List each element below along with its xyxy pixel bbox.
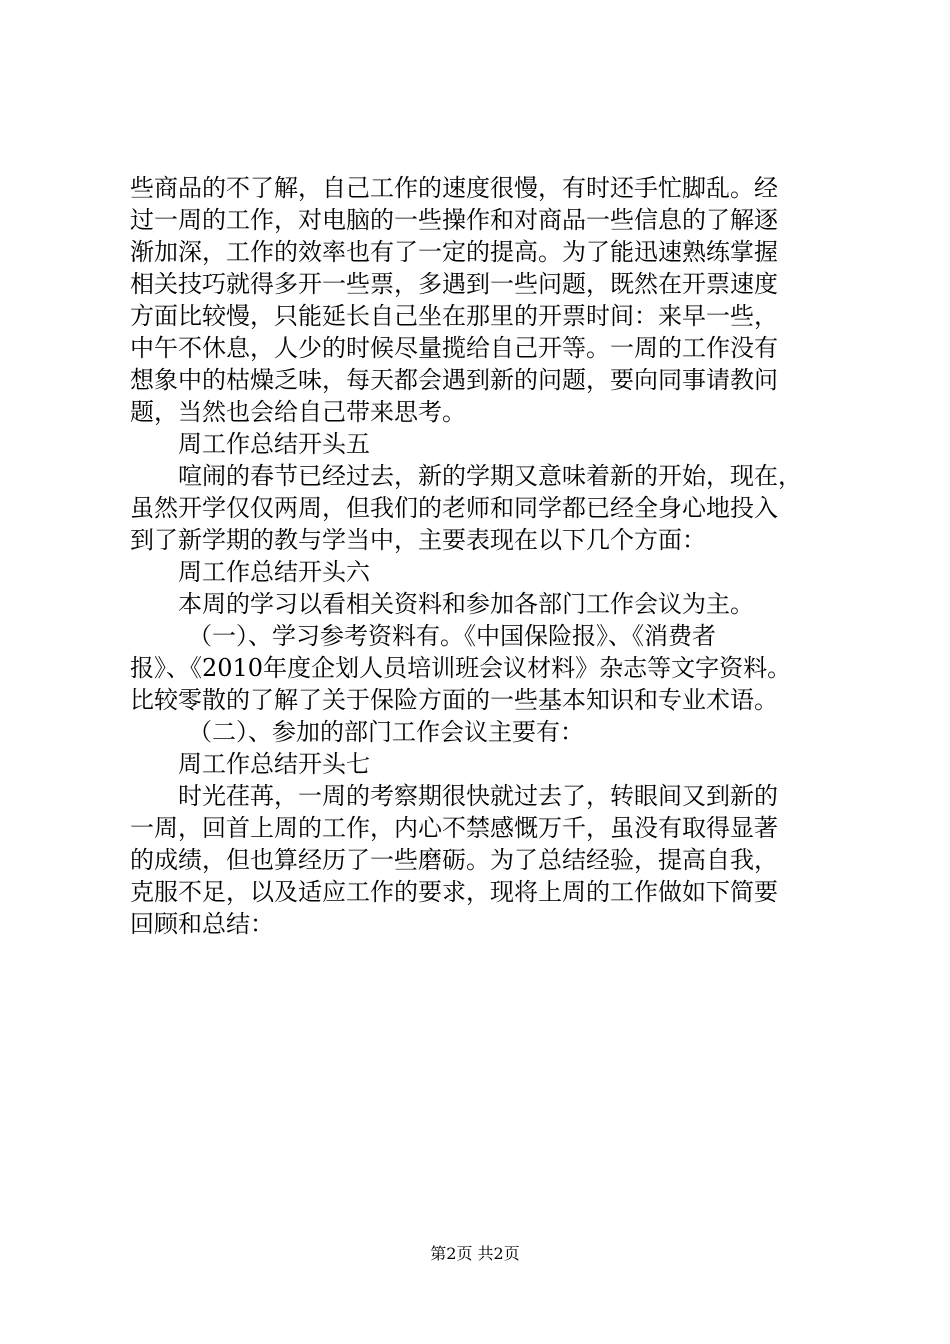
paragraph-line: 克服不足，以及适应工作的要求，现将上周的工作做如下简要 [130, 878, 778, 906]
paragraph-line: 想象中的枯燥乏味，每天都会遇到新的问题，要向同事请教问 [130, 366, 778, 394]
paragraph-line: 报》、《2010年度企划人员培训班会议材料》杂志等文字资料。 [130, 654, 792, 682]
paragraph-line: 中午不休息，人少的时候尽量揽给自己开等。一周的工作没有 [130, 334, 778, 362]
section-heading: 周工作总结开头六 [178, 558, 370, 586]
paragraph-line: 本周的学习以看相关资料和参加各部门工作会议为主。 [178, 590, 754, 618]
paragraph-line: 些商品的不了解，自己工作的速度很慢，有时还手忙脚乱。经 [130, 174, 778, 202]
paragraph-line: 喧闹的春节已经过去，新的学期又意味着新的开始，现在， [178, 462, 802, 490]
page-number-footer: 第2页 共2页 [430, 1244, 520, 1263]
list-item: （一）、学习参考资料有。《中国保险报》、《消费者 [188, 622, 716, 650]
paragraph-line: 题，当然也会给自己带来思考。 [130, 398, 466, 426]
paragraph-line: 虽然开学仅仅两周，但我们的老师和同学都已经全身心地投入 [130, 494, 778, 522]
section-heading: 周工作总结开头七 [178, 750, 370, 778]
paragraph-line: 的成绩，但也算经历了一些磨砺。为了总结经验，提高自我， [130, 846, 778, 874]
paragraph-line: 比较零散的了解了关于保险方面的一些基本知识和专业术语。 [130, 686, 778, 714]
paragraph-line: 方面比较慢，只能延长自己坐在那里的开票时间：来早一些， [130, 302, 778, 330]
list-item: （二）、参加的部门工作会议主要有： [188, 718, 584, 746]
paragraph-line: 过一周的工作，对电脑的一些操作和对商品一些信息的了解逐 [130, 206, 778, 234]
document-body [130, 172, 830, 940]
paragraph-line: 一周，回首上周的工作，内心不禁感慨万千，虽没有取得显著 [130, 814, 778, 842]
paragraph-line: 回顾和总结： [130, 910, 274, 938]
paragraph-line: 相关技巧就得多开一些票，多遇到一些问题，既然在开票速度 [130, 270, 778, 298]
paragraph-line: 到了新学期的教与学当中，主要表现在以下几个方面： [130, 526, 706, 554]
paragraph-line: 时光荏苒，一周的考察期很快就过去了，转眼间又到新的 [178, 782, 778, 810]
paragraph-line: 渐加深，工作的效率也有了一定的提高。为了能迅速熟练掌握 [130, 238, 778, 266]
section-heading: 周工作总结开头五 [178, 430, 370, 458]
